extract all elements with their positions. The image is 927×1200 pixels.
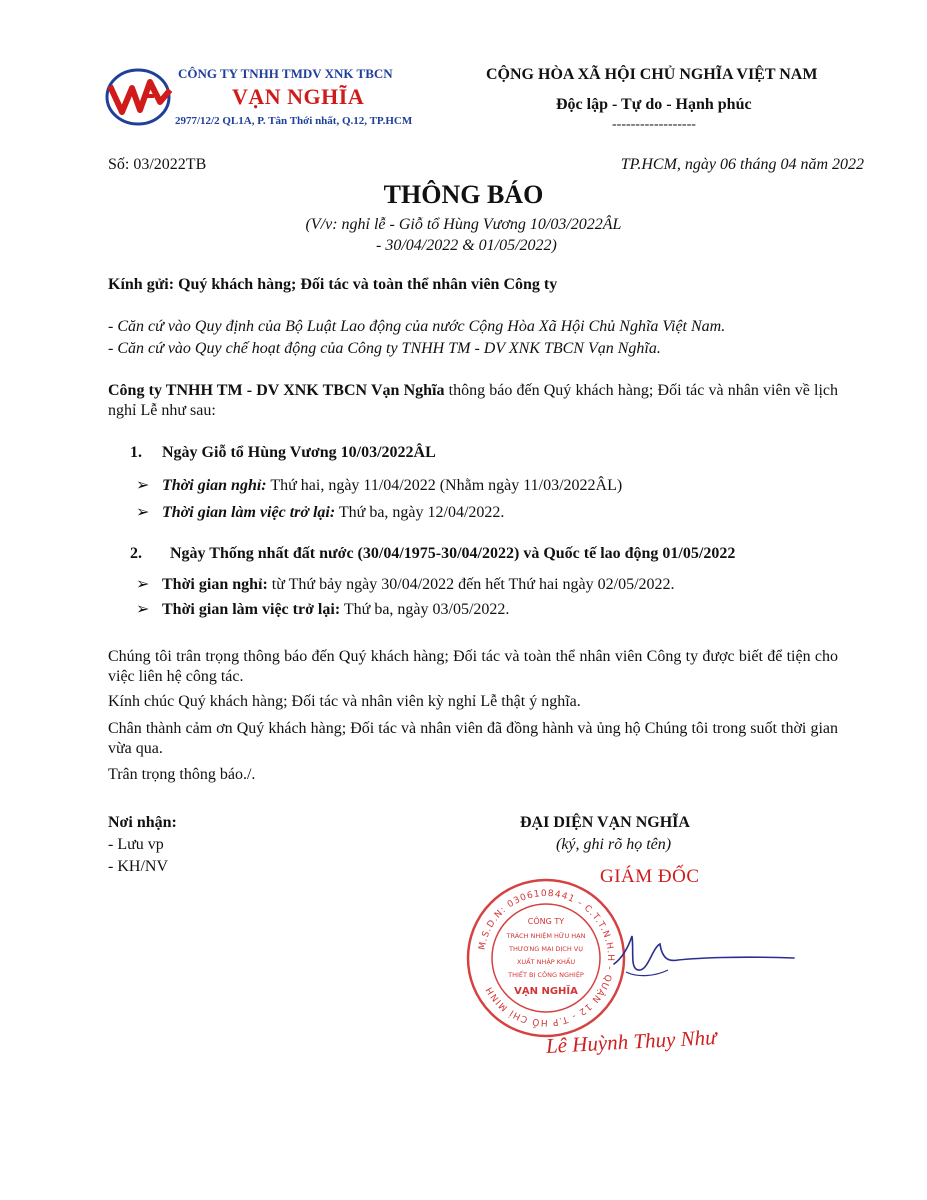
legal-basis-1: - Căn cứ vào Quy định của Bộ Luật Lao động của nước Cộng Hòa Xã Hội Chủ Nghĩa Việt Nam.: [108, 318, 726, 335]
holiday-2-return: [136, 599, 509, 619]
company-stamp: [464, 876, 628, 1040]
document-subtitle-1: (V/v: nghỉ lễ - Giỗ tổ Hùng Vương 10/03/2022ÂL: [305, 216, 622, 233]
holiday-1-off: [136, 475, 622, 495]
holiday-2-return-value: Thứ ba, ngày 03/05/2022.: [340, 601, 510, 618]
arrow-bullet-icon: ➢: [136, 477, 150, 494]
handwritten-signature: [608, 918, 798, 988]
holiday-2-return-label: Thời gian làm việc trở lại:: [162, 601, 341, 618]
closing-paragraph-3: Chân thành cảm ơn Quý khách hàng; Đối tác và nhân viên đã đồng hành và ủng hộ Chúng tôi trong suốt thời gian vừa qua.: [108, 720, 838, 757]
stamp-line: THIẾT BỊ CÔNG NGHIỆP: [508, 971, 584, 979]
closing-paragraph-4: Trân trọng thông báo./.: [108, 766, 256, 783]
company-name: VẠN NGHĨA: [232, 84, 365, 109]
holiday-1-return-value: Thứ ba, ngày 12/04/2022.: [335, 504, 505, 521]
stamp-line: TRÁCH NHIỆM HỮU HẠN: [506, 932, 586, 940]
intro-company: Công ty TNHH TM - DV XNK TBCN Vạn Nghĩa: [108, 382, 445, 399]
national-motto: Độc lập - Tự do - Hạnh phúc: [556, 96, 752, 113]
representative-title: ĐẠI DIỆN VẠN NGHĨA: [520, 814, 690, 831]
document-title: THÔNG BÁO: [383, 180, 544, 209]
arrow-bullet-icon: ➢: [136, 576, 150, 593]
recipient-item: - KH/NV: [108, 858, 168, 875]
document-number: Số: 03/2022TB: [108, 156, 207, 173]
legal-basis-2: - Căn cứ vào Quy chế hoạt động của Công ty TNHH TM - DV XNK TBCN Vạn Nghĩa.: [108, 340, 661, 357]
stamp-line: THƯƠNG MẠI DỊCH VỤ: [509, 945, 583, 953]
holiday-2-number: 2.: [130, 545, 142, 562]
intro-paragraph: [108, 381, 838, 421]
signature-note: (ký, ghi rõ họ tên): [556, 836, 672, 853]
holiday-2-off: [136, 574, 675, 594]
position-title: GIÁM ĐỐC: [600, 866, 700, 887]
holiday-1-number: 1.: [130, 444, 142, 461]
document-subtitle-2: - 30/04/2022 & 01/05/2022): [376, 237, 557, 254]
closing-paragraph-1: Chúng tôi trân trọng thông báo đến Quý khách hàng; Đối tác và toàn thể nhân viên Công ty được biết để tiện cho việc liên hệ công tác.: [108, 648, 838, 685]
closing-paragraph-2: Kính chúc Quý khách hàng; Đối tác và nhân viên kỳ nghỉ Lễ thật ý nghĩa.: [108, 693, 581, 710]
holiday-1-return-label: Thời gian làm việc trở lại:: [162, 504, 336, 521]
document-date: TP.HCM, ngày 06 tháng 04 năm 2022: [620, 156, 864, 173]
greeting: Kính gửi: Quý khách hàng; Đối tác và toàn thể nhân viên Công ty: [108, 276, 558, 293]
recipients-label: Nơi nhận:: [108, 814, 177, 831]
holiday-1-off-value: Thứ hai, ngày 11/04/2022 (Nhằm ngày 11/03/2022ÂL): [266, 477, 623, 494]
recipient-item: - Lưu vp: [108, 836, 164, 853]
company-line1: CÔNG TY TNHH TMDV XNK TBCN: [178, 66, 393, 81]
holiday-1-return: [136, 502, 504, 522]
holiday-2-title: Ngày Thống nhất đất nước (30/04/1975-30/04/2022) và Quốc tế lao động 01/05/2022: [170, 545, 736, 562]
stamp-line: XUẤT NHẬP KHẨU: [516, 958, 576, 966]
republic-title: CỘNG HÒA XÃ HỘI CHỦ NGHĨA VIỆT NAM: [486, 66, 818, 83]
signer-name: Lê Huỳnh Thuy Như: [545, 1025, 718, 1058]
stamp-line: VẠN NGHĨA: [514, 986, 578, 997]
arrow-bullet-icon: ➢: [136, 504, 150, 521]
stamp-line: CÔNG TY: [527, 917, 565, 926]
motto-divider: ------------------: [612, 117, 696, 132]
intro-text: thông báo đến Quý khách hàng; Đối tác và nhân viên về lịch nghỉ Lễ như sau:: [108, 382, 838, 419]
company-logo: [104, 66, 174, 128]
holiday-1-title: Ngày Giỗ tổ Hùng Vương 10/03/2022ÂL: [162, 444, 436, 461]
holiday-2-off-label: Thời gian nghỉ:: [162, 576, 268, 593]
holiday-2-off-value: từ Thứ bảy ngày 30/04/2022 đến hết Thứ hai ngày 02/05/2022.: [267, 576, 675, 593]
company-address: 2977/12/2 QL1A, P. Tân Thới nhất, Q.12, TP.HCM: [175, 115, 413, 127]
stamp-ring-text: M.S.D.N: 0306108441 - C.T.T.N.H.H - QUẬN 12 - T.P HỒ CHÍ MINH: [477, 888, 616, 1028]
arrow-bullet-icon: ➢: [136, 601, 150, 618]
holiday-1-off-label: Thời gian nghỉ:: [162, 477, 267, 494]
